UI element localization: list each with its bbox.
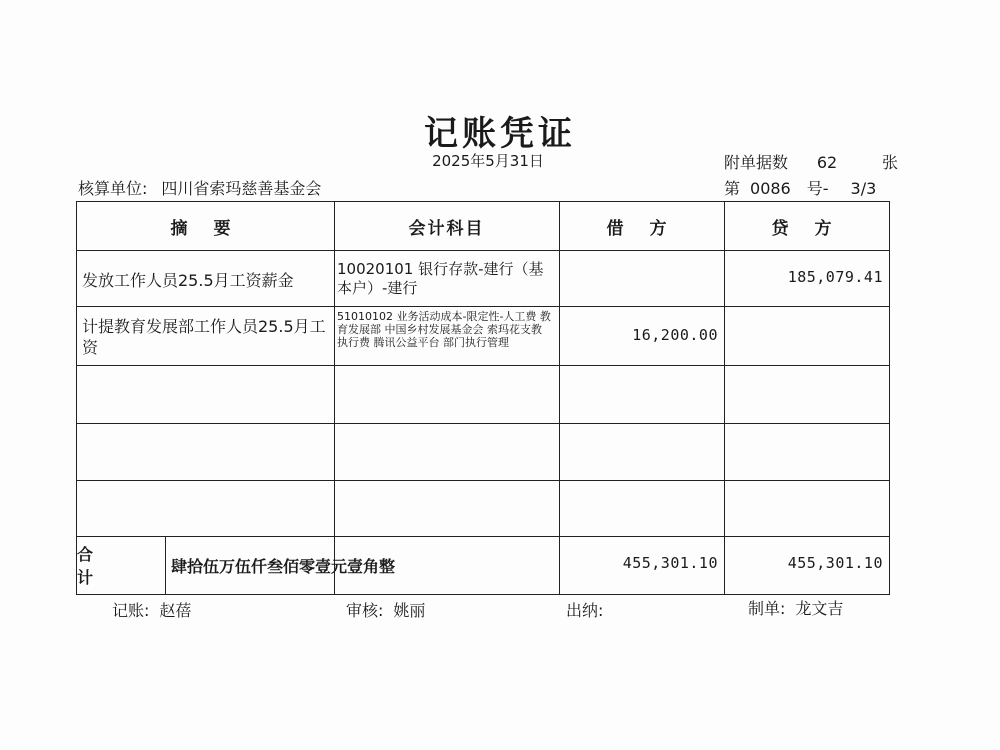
attachments-label: 附单据数 [724, 153, 789, 172]
attachments-info [724, 150, 898, 173]
total-debit: 455,301.10 [622, 554, 718, 572]
bookkeeper-label: 记账: [112, 601, 150, 620]
row-divider [77, 480, 889, 481]
preparer-name: 龙文吉 [795, 599, 844, 618]
voucher-page: 3/3 [850, 179, 877, 198]
attachments-count: 62 [816, 153, 838, 172]
voucher-number-value: 0086 [750, 179, 791, 198]
total-amount-words: 肆拾伍万伍仟叁佰零壹元壹角整 [171, 556, 396, 576]
total-credit: 455,301.10 [787, 554, 883, 572]
voucher-number [724, 176, 876, 199]
footer-auditor [346, 598, 425, 621]
footer-bookkeeper [112, 598, 191, 621]
row-1-credit: 185,079.41 [787, 268, 883, 286]
header-account: 会计科目 [408, 218, 485, 239]
accounting-unit-label: 核算单位: [78, 179, 148, 198]
header-summary: 摘 要 [170, 218, 241, 239]
row-2-summary: 计提教育发展部工作人员25.5月工资 [82, 317, 326, 357]
footer-cashier [566, 598, 613, 621]
header-debit: 借 方 [606, 218, 677, 239]
accounting-unit [78, 176, 321, 199]
row-1-debit [559, 268, 724, 290]
total-label: 合 计 [77, 545, 114, 587]
cashier-label: 出纳: [566, 601, 604, 620]
row-divider [77, 365, 889, 366]
preparer-label: 制单: [748, 599, 786, 618]
voucher-table [76, 201, 890, 595]
row-2-credit [724, 326, 889, 348]
row-1-summary: 发放工作人员25.5月工资薪金 [82, 270, 294, 290]
voucher-number-suffix: 号- [806, 179, 829, 198]
header-credit: 贷 方 [771, 218, 842, 239]
voucher-number-prefix: 第 [724, 179, 741, 198]
attachments-unit: 张 [882, 153, 899, 172]
row-divider [77, 423, 889, 424]
voucher-title: 记账凭证 [424, 114, 576, 154]
row-2-debit: 16,200.00 [632, 326, 718, 344]
footer-preparer [748, 596, 843, 619]
row-1-account: 10020101 银行存款-建行（基本户）-建行 [337, 260, 544, 297]
auditor-label: 审核: [346, 601, 384, 620]
auditor-name: 姚丽 [393, 601, 426, 620]
voucher-date: 2025年5月31日 [432, 152, 544, 170]
bookkeeper-name: 赵蓓 [159, 601, 192, 620]
row-2-account: 51010102 业务活动成本-限定性-人工费 教育发展部 中国乡村发展基金会 索玛花支教 执行费 腾讯公益平台 部门执行管理 [337, 310, 551, 349]
accounting-unit-value: 四川省索玛慈善基金会 [161, 179, 322, 198]
